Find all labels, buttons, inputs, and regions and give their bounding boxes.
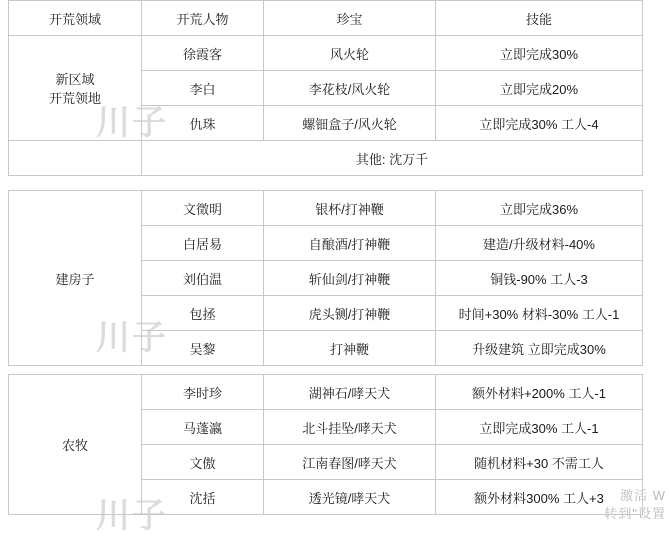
treasure-cell: 湖神石/哮天犬 [264,375,436,410]
table-jianfangzi [8,190,643,366]
table-header-row [9,1,643,36]
category-label-line1: 新区域 [55,72,95,87]
treasure-cell: 北斗挂坠/哮天犬 [264,410,436,445]
skill-cell: 立即完成36% [436,191,643,226]
skill-cell: 建造/升级材料-40% [436,226,643,261]
character-cell: 马蓬瀛 [142,410,264,445]
treasure-cell: 银杯/打神鞭 [264,191,436,226]
table-row [9,36,643,71]
character-cell: 吴黎 [142,331,264,366]
character-cell: 仇珠 [142,106,264,141]
skill-cell: 立即完成20% [436,71,643,106]
character-cell: 白居易 [142,226,264,261]
treasure-cell: 螺钿盒子/风火轮 [264,106,436,141]
activation-notice-line1: 激活 W [620,488,666,503]
treasure-cell: 风火轮 [264,36,436,71]
watermark-text: 川子 [96,105,168,142]
category-cell-jianfangzi: 建房子 [9,191,142,366]
header-cell-character: 开荒人物 [142,1,264,36]
character-cell: 李白 [142,71,264,106]
watermark-text: 川子 [96,320,168,357]
table-kaihuang [8,0,643,176]
category-label-line2: 开荒领地 [48,91,101,106]
skill-cell: 立即完成30% [436,36,643,71]
character-cell: 包拯 [142,296,264,331]
header-cell-skill: 技能 [436,1,643,36]
character-cell: 刘伯温 [142,261,264,296]
character-cell: 李时珍 [142,375,264,410]
watermark-text: 川子 [96,498,168,535]
activation-notice-line2: 转到"设置 [604,506,666,521]
table-footer-row [9,141,643,176]
treasure-cell: 打神鞭 [264,331,436,366]
treasure-cell: 自酿酒/打神鞭 [264,226,436,261]
skill-cell: 额外材料+200% 工人-1 [436,375,643,410]
skill-cell: 铜钱-90% 工人-3 [436,261,643,296]
table-row [9,191,643,226]
skill-cell: 立即完成30% 工人-4 [436,106,643,141]
treasure-cell: 透光镜/哮天犬 [264,480,436,515]
treasure-cell: 李花枝/风火轮 [264,71,436,106]
skill-cell: 额外材料300% 工人+3 [436,480,643,515]
character-cell: 文傲 [142,445,264,480]
skill-cell: 随机材料+30 不需工人 [436,445,643,480]
category-cell-kaihuang [9,36,142,141]
footer-spacer [9,141,142,176]
skill-cell: 立即完成30% 工人-1 [436,410,643,445]
header-cell-treasure: 珍宝 [264,1,436,36]
treasure-cell: 江南春图/哮天犬 [264,445,436,480]
character-cell: 沈括 [142,480,264,515]
character-cell: 徐霞客 [142,36,264,71]
treasure-cell: 虎头铡/打神鞭 [264,296,436,331]
treasure-cell: 斩仙剑/打神鞭 [264,261,436,296]
table-nongmu [8,374,643,515]
header-cell-area: 开荒领域 [9,1,142,36]
category-cell-nongmu: 农牧 [9,375,142,515]
footer-cell-others: 其他: 沈万千 [142,141,643,176]
skill-cell: 升级建筑 立即完成30% [436,331,643,366]
skill-cell: 时间+30% 材料-30% 工人-1 [436,296,643,331]
character-cell: 文徵明 [142,191,264,226]
table-row [9,375,643,410]
